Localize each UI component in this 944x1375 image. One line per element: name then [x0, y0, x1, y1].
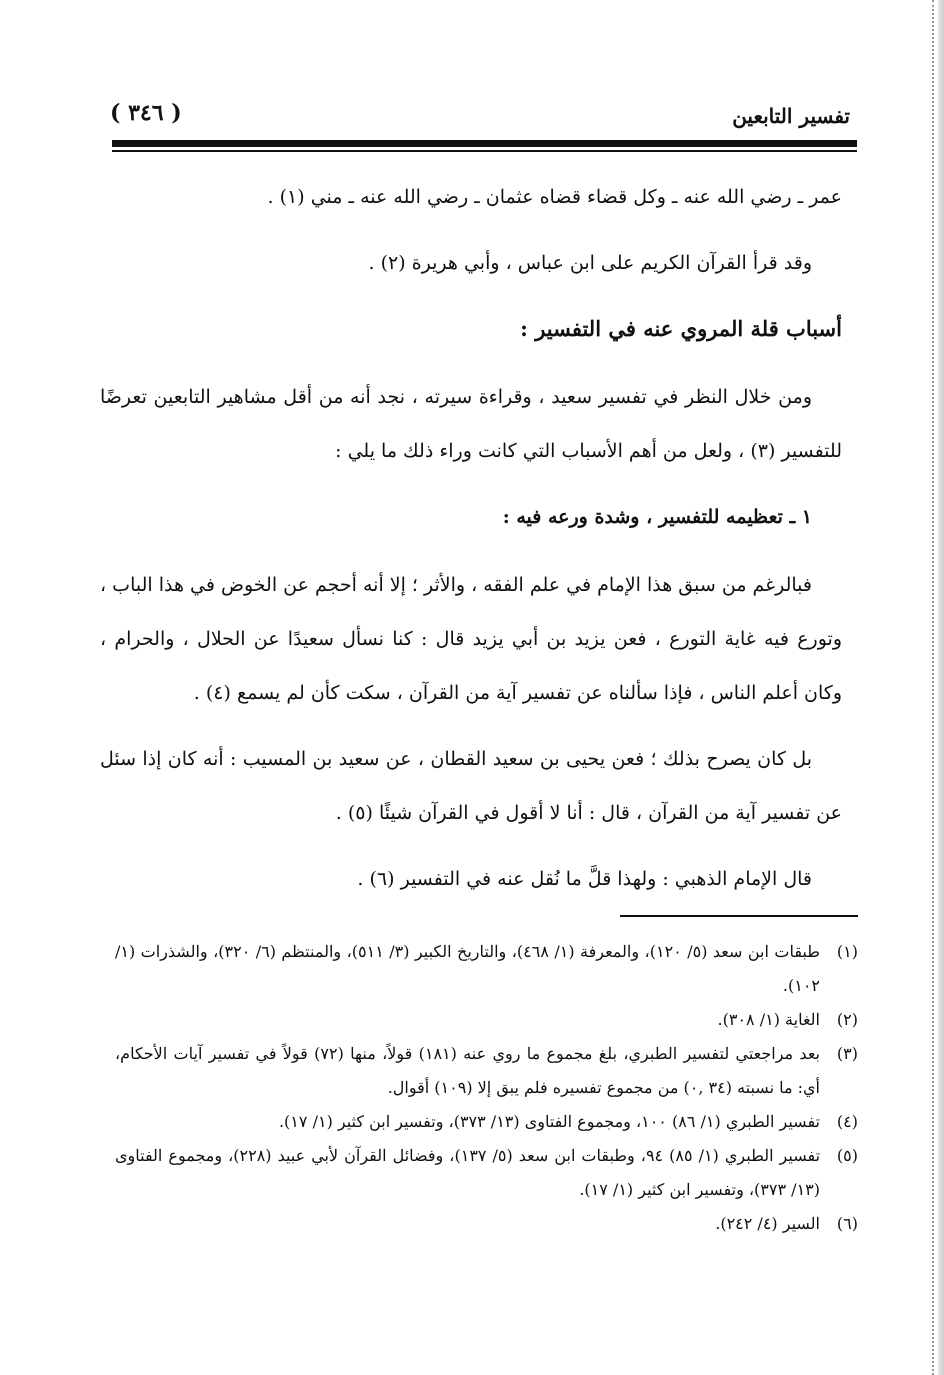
footnote-number: (٦)	[836, 1214, 858, 1233]
page-binding-edge	[938, 0, 944, 1375]
footnote-number: (٢)	[836, 1010, 858, 1029]
footnote-text: بعد مراجعتي لتفسير الطبري، بلغ مجموع ما روي عنه (١٨١) قولاً، منها (٧٢) قولاً في تفسير آيات الأحكام، أي: ما نسبته (٣٤ ,٠) من مجموع تفسيره فلم يبق إلا (١٠٩) أقوال.	[115, 1044, 821, 1097]
footnote-1	[115, 935, 858, 1003]
page-header	[110, 100, 850, 136]
binding-dotted-line	[932, 0, 934, 1375]
footnote-text: تفسير الطبري (١/ ٨٦) ١٠٠، ومجموع الفتاوى (١٣/ ٣٧٣)، وتفسير ابن كثير (١/ ١٧).	[278, 1112, 820, 1131]
footnote-number: (٤)	[836, 1112, 858, 1131]
footnote-text: تفسير الطبري (١/ ٨٥) ٩٤، وطبقات ابن سعد (٥/ ١٣٧)، وفضائل القرآن لأبي عبيد (٢٢٨)، ومجموع الفتاوى (١٣/ ٣٧٣)، وتفسير ابن كثير (١/ ١٧).	[115, 1146, 821, 1199]
footnote-6	[115, 1207, 858, 1241]
paragraph-continuation: عمر ـ رضي الله عنه ـ وكل قضاء قضاه عثمان ـ رضي الله عنه ـ مني (١) .	[267, 186, 842, 208]
footnote-number: (١)	[836, 942, 858, 961]
paragraph-reading: وقد قرأ القرآن الكريم على ابن عباس ، وأبي هريرة (٢) .	[368, 252, 812, 274]
paragraph-declaration: بل كان يصرح بذلك ؛ فعن يحيى بن سعيد القطان ، عن سعيد بن المسيب : أنه كان إذا سئل عن تفسير آية من القرآن ، قال : أنا لا أقول في القرآن شيئًا (٥) .	[100, 748, 842, 824]
footnote-5	[115, 1139, 858, 1207]
footnote-4	[115, 1105, 858, 1139]
subsection-heading: ١ ـ تعظيمه للتفسير ، وشدة ورعه فيه :	[502, 506, 812, 528]
footnote-text: السير (٤/ ٢٤٢).	[715, 1214, 820, 1233]
main-text	[100, 170, 842, 918]
section-heading: أسباب قلة المروي عنه في التفسير :	[520, 316, 842, 341]
footnote-separator	[620, 915, 858, 917]
footnote-text: طبقات ابن سعد (٥/ ١٢٠)، والمعرفة (١/ ٤٦٨)، والتاريخ الكبير (٣/ ٥١١)، والمنتظم (٦/ ٣٢٠)، والشذرات (١/ ١٠٢).	[115, 942, 820, 995]
footnote-number: (٥)	[836, 1146, 858, 1165]
paragraph-reverence: فبالرغم من سبق هذا الإمام في علم الفقه ، والأثر ؛ إلا أنه أحجم عن الخوض في هذا الباب ، وتورع فيه غاية التورع ، فعن يزيد بن أبي يزيد قال : كنا نسأل سعيدًا عن الحلال ، والحرام ، وكان أعلم الناس ، فإذا سألناه عن تفسير آية من القرآن ، سكت كأن لم يسمع (٤) .	[100, 574, 842, 704]
footnote-3	[115, 1037, 858, 1105]
header-rule-thin	[112, 150, 857, 152]
paragraph-intro: ومن خلال النظر في تفسير سعيد ، وقراءة سيرته ، نجد أنه من أقل مشاهير التابعين تعرضًا للتفسير (٣) ، ولعل من أهم الأسباب التي كانت وراء ذلك ما يلي :	[100, 386, 842, 462]
footnote-2	[115, 1003, 858, 1037]
paragraph-dhahabi-quote: قال الإمام الذهبي : ولهذا قلَّ ما نُقل عنه في التفسير (٦) .	[357, 868, 812, 890]
running-title: تفسير التابعين	[732, 104, 850, 128]
header-rule-thick	[112, 140, 857, 147]
footnote-text: الغاية (١/ ٣٠٨).	[717, 1010, 820, 1029]
footnote-number: (٣)	[836, 1044, 858, 1063]
page-number: ( ٣٤٦ )	[110, 100, 182, 126]
footnotes	[115, 935, 858, 1241]
